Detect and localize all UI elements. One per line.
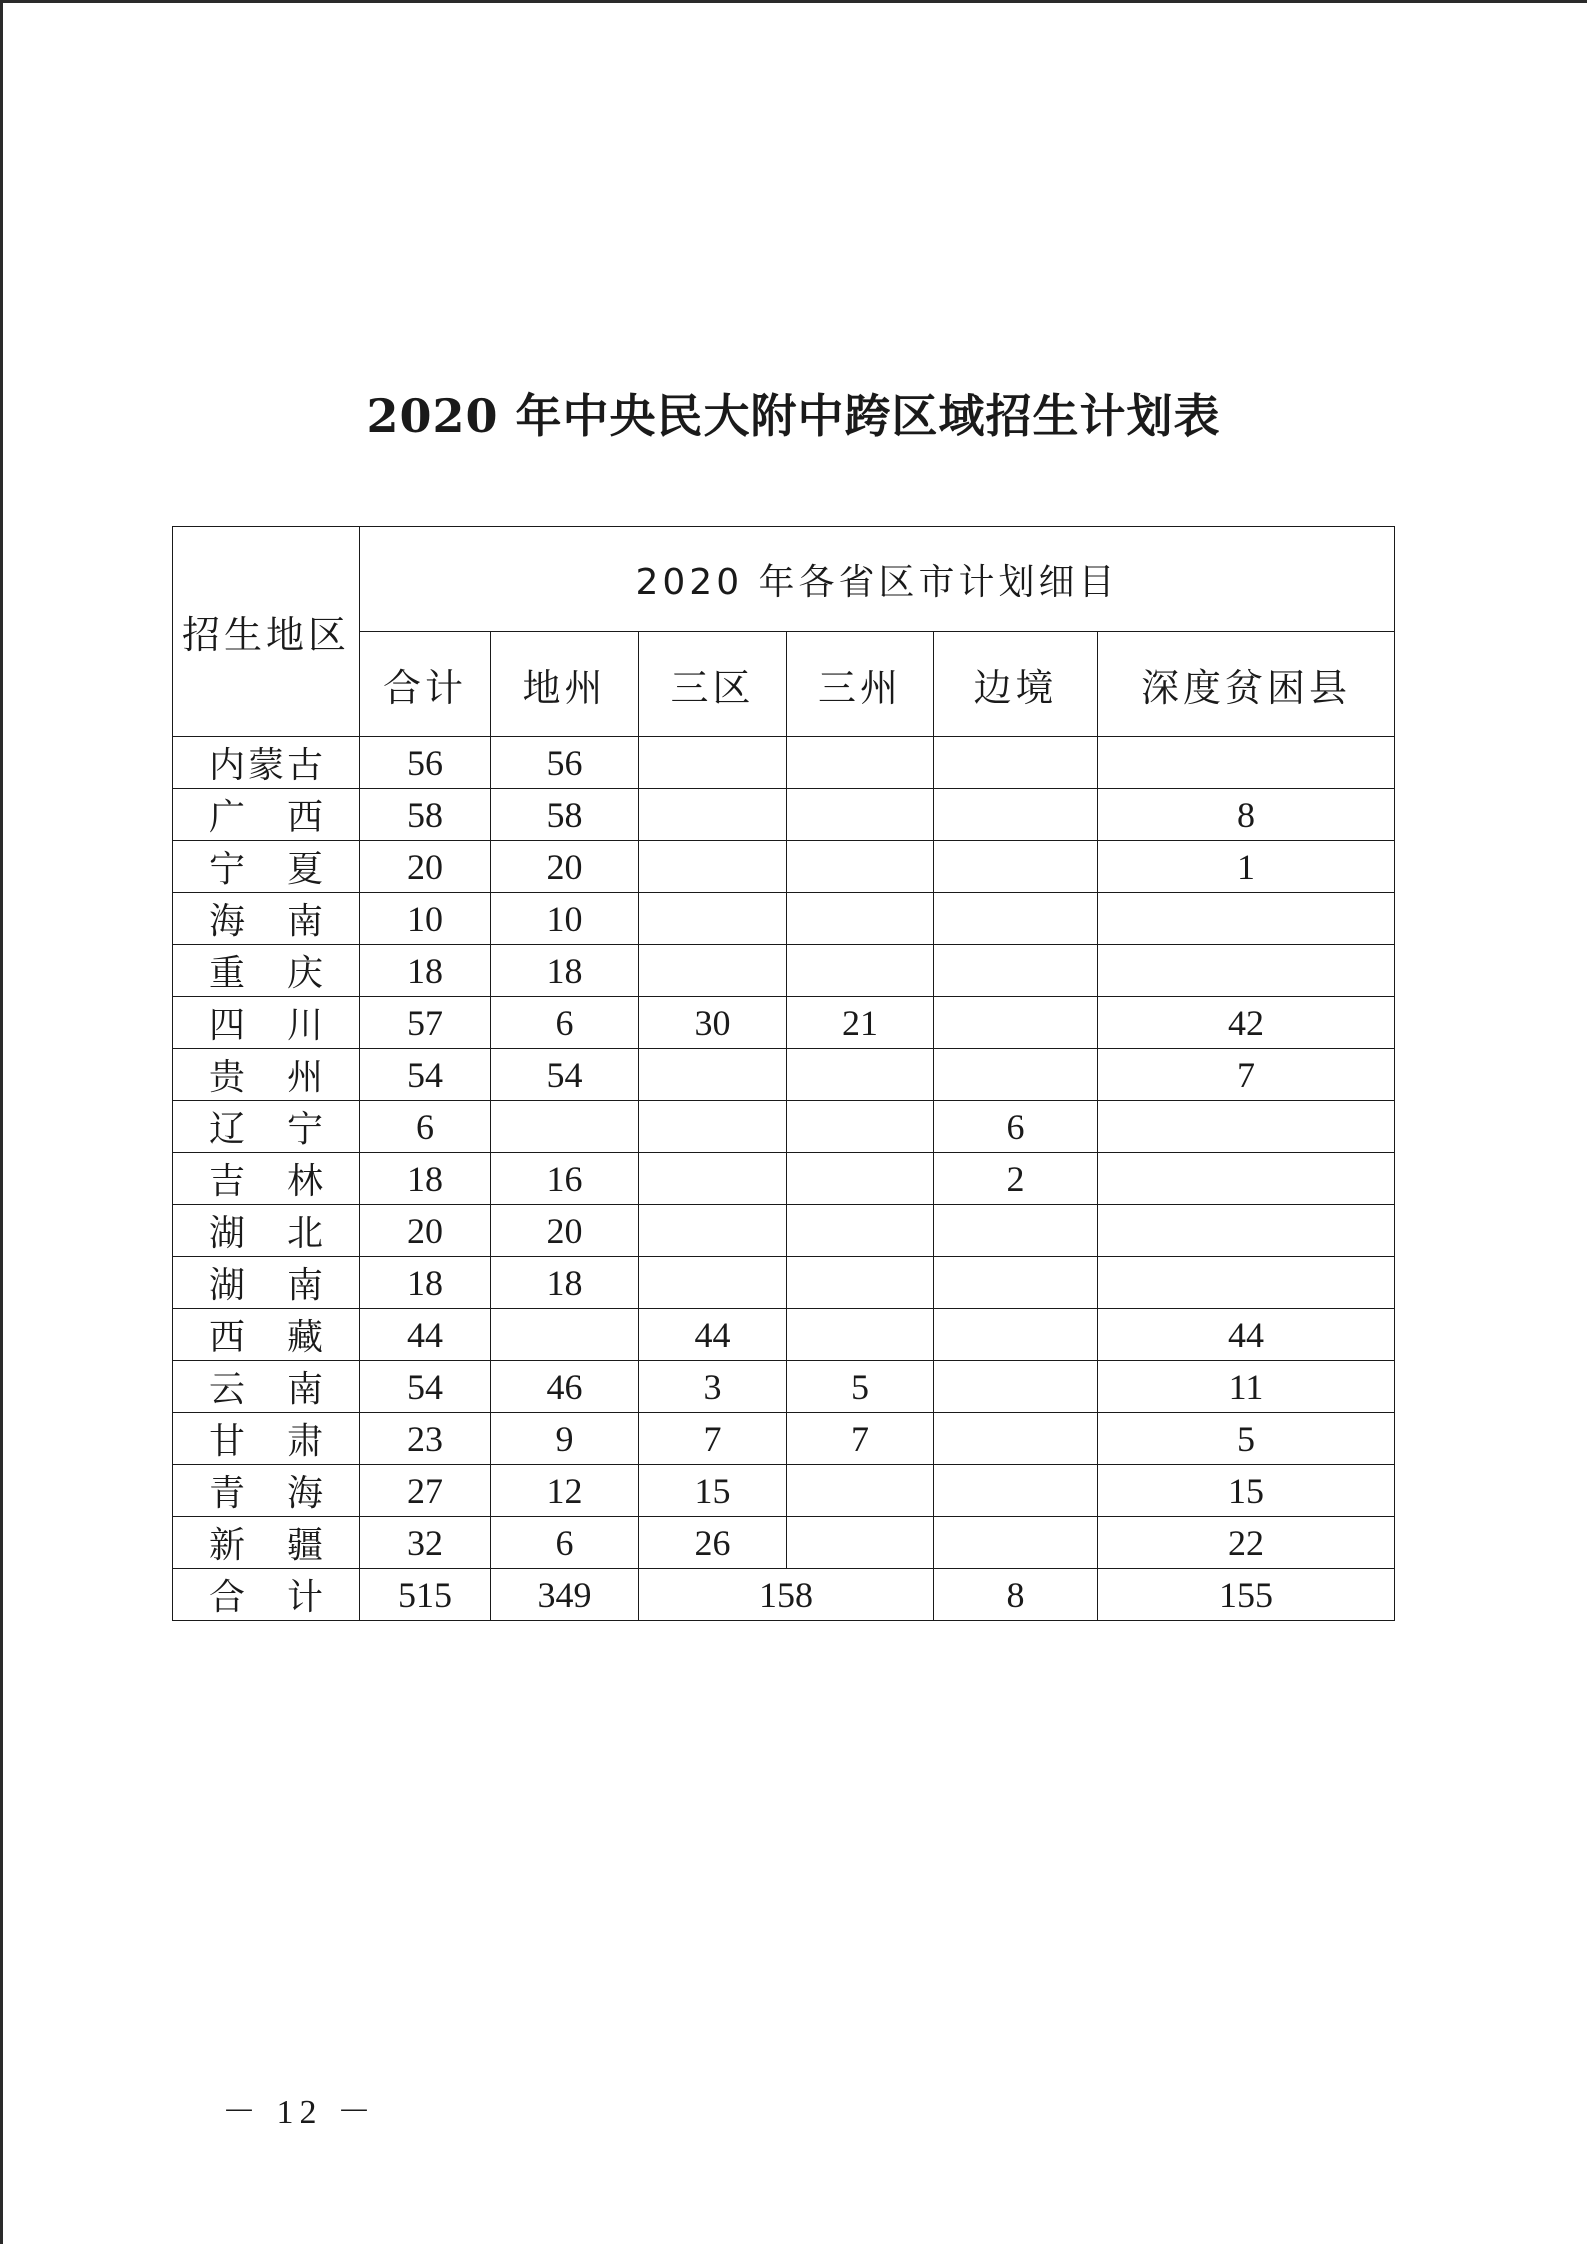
cell-deep-poverty-county: 11 [1098, 1361, 1395, 1413]
region-name-cell: 云 南 [173, 1361, 360, 1413]
table-total-body [173, 1569, 1395, 1621]
cell-dizhou: 10 [491, 893, 639, 945]
table-row [173, 1257, 1395, 1309]
cell-bianjing [934, 1205, 1098, 1257]
cell-dizhou [491, 1101, 639, 1153]
cell-sanzhou: 5 [787, 1361, 934, 1413]
table-header-row-group [173, 527, 1395, 632]
cell-bianjing [934, 1257, 1098, 1309]
total-row-total: 515 [360, 1569, 491, 1621]
cell-sanzhou: 7 [787, 1413, 934, 1465]
cell-bianjing [934, 1049, 1098, 1101]
document-title: 2020 年中央民大附中跨区域招生计划表 [366, 389, 1221, 443]
cell-deep-poverty-county [1098, 893, 1395, 945]
region-name-cell: 重 庆 [173, 945, 360, 997]
cell-bianjing [934, 737, 1098, 789]
cell-deep-poverty-county: 15 [1098, 1465, 1395, 1517]
table-row [173, 1465, 1395, 1517]
cell-sanzhou [787, 1101, 934, 1153]
cell-dizhou: 54 [491, 1049, 639, 1101]
cell-sanzhou [787, 737, 934, 789]
cell-sanzhou [787, 1049, 934, 1101]
cell-dizhou: 9 [491, 1413, 639, 1465]
table-total-row [173, 1569, 1395, 1621]
cell-bianjing [934, 1309, 1098, 1361]
cell-dizhou: 58 [491, 789, 639, 841]
cell-bianjing [934, 841, 1098, 893]
cell-sanzhou [787, 841, 934, 893]
cell-total: 56 [360, 737, 491, 789]
cell-sanqu: 15 [639, 1465, 787, 1517]
cell-sanqu: 7 [639, 1413, 787, 1465]
region-column-header: 招生地区 [173, 527, 360, 737]
cell-sanqu [639, 841, 787, 893]
column-header-sanzhou: 三州 [787, 632, 934, 737]
cell-bianjing: 6 [934, 1101, 1098, 1153]
region-name-cell: 西 藏 [173, 1309, 360, 1361]
cell-bianjing [934, 789, 1098, 841]
cell-sanzhou [787, 1517, 934, 1569]
cell-sanqu: 26 [639, 1517, 787, 1569]
region-name-cell: 辽 宁 [173, 1101, 360, 1153]
cell-deep-poverty-county: 44 [1098, 1309, 1395, 1361]
table-row [173, 1309, 1395, 1361]
region-name-cell: 四 川 [173, 997, 360, 1049]
cell-sanqu: 44 [639, 1309, 787, 1361]
cell-deep-poverty-county [1098, 737, 1395, 789]
region-name-cell: 湖 北 [173, 1205, 360, 1257]
cell-sanzhou [787, 1257, 934, 1309]
cell-sanqu [639, 1153, 787, 1205]
column-header-bianjing: 边境 [934, 632, 1098, 737]
cell-total: 57 [360, 997, 491, 1049]
cell-bianjing [934, 1361, 1098, 1413]
cell-deep-poverty-county: 8 [1098, 789, 1395, 841]
cell-sanzhou [787, 1309, 934, 1361]
cell-deep-poverty-county: 7 [1098, 1049, 1395, 1101]
cell-sanzhou [787, 1205, 934, 1257]
region-name-cell: 贵 州 [173, 1049, 360, 1101]
cell-total: 32 [360, 1517, 491, 1569]
table-row [173, 1517, 1395, 1569]
cell-dizhou [491, 1309, 639, 1361]
column-header-total: 合计 [360, 632, 491, 737]
region-name-cell: 新 疆 [173, 1517, 360, 1569]
cell-deep-poverty-county: 22 [1098, 1517, 1395, 1569]
cell-deep-poverty-county [1098, 1101, 1395, 1153]
cell-total: 44 [360, 1309, 491, 1361]
cell-dizhou: 12 [491, 1465, 639, 1517]
cell-bianjing [934, 1413, 1098, 1465]
table-row [173, 997, 1395, 1049]
table-body [173, 737, 1395, 1569]
cell-total: 27 [360, 1465, 491, 1517]
cell-sanqu: 30 [639, 997, 787, 1049]
cell-bianjing: 2 [934, 1153, 1098, 1205]
total-row-sanqu-sanzhou: 158 [639, 1569, 934, 1621]
cell-dizhou: 20 [491, 1205, 639, 1257]
cell-total: 58 [360, 789, 491, 841]
cell-bianjing [934, 945, 1098, 997]
total-row-bianjing: 8 [934, 1569, 1098, 1621]
total-row-deep-poverty-county: 155 [1098, 1569, 1395, 1621]
cell-sanqu [639, 893, 787, 945]
page-edge-left [0, 0, 3, 2244]
cell-sanzhou [787, 1465, 934, 1517]
cell-deep-poverty-county [1098, 1257, 1395, 1309]
cell-total: 18 [360, 945, 491, 997]
cell-total: 10 [360, 893, 491, 945]
cell-total: 23 [360, 1413, 491, 1465]
cell-sanzhou [787, 945, 934, 997]
cell-total: 20 [360, 841, 491, 893]
page-number: － 12 － [222, 2094, 377, 2131]
region-name-cell: 宁 夏 [173, 841, 360, 893]
cell-deep-poverty-county [1098, 1153, 1395, 1205]
cell-dizhou: 16 [491, 1153, 639, 1205]
table-row [173, 945, 1395, 997]
cell-sanzhou [787, 893, 934, 945]
cell-sanqu: 3 [639, 1361, 787, 1413]
cell-bianjing [934, 997, 1098, 1049]
cell-dizhou: 6 [491, 997, 639, 1049]
enrollment-plan-table [172, 526, 1395, 1621]
column-header-sanqu: 三区 [639, 632, 787, 737]
table-row [173, 1361, 1395, 1413]
region-name-cell: 海 南 [173, 893, 360, 945]
cell-dizhou: 6 [491, 1517, 639, 1569]
cell-deep-poverty-county [1098, 1205, 1395, 1257]
cell-sanqu [639, 737, 787, 789]
cell-sanqu [639, 1049, 787, 1101]
table-row [173, 737, 1395, 789]
cell-total: 6 [360, 1101, 491, 1153]
page-edge-top [0, 0, 1587, 3]
region-name-cell: 湖 南 [173, 1257, 360, 1309]
table-row [173, 1205, 1395, 1257]
cell-sanzhou [787, 789, 934, 841]
cell-deep-poverty-county: 42 [1098, 997, 1395, 1049]
column-header-dizhou: 地州 [491, 632, 639, 737]
cell-bianjing [934, 1517, 1098, 1569]
cell-total: 18 [360, 1153, 491, 1205]
cell-bianjing [934, 893, 1098, 945]
table-row [173, 893, 1395, 945]
cell-total: 20 [360, 1205, 491, 1257]
cell-sanqu [639, 1257, 787, 1309]
cell-sanqu [639, 1205, 787, 1257]
region-name-cell: 青 海 [173, 1465, 360, 1517]
cell-sanqu [639, 789, 787, 841]
cell-total: 54 [360, 1049, 491, 1101]
table-row [173, 1049, 1395, 1101]
region-name-cell: 甘 肃 [173, 1413, 360, 1465]
total-row-dizhou: 349 [491, 1569, 639, 1621]
total-row-label: 合 计 [173, 1569, 360, 1621]
cell-sanqu [639, 945, 787, 997]
cell-dizhou: 46 [491, 1361, 639, 1413]
region-name-cell: 吉 林 [173, 1153, 360, 1205]
cell-dizhou: 56 [491, 737, 639, 789]
table-row [173, 1101, 1395, 1153]
table-row [173, 841, 1395, 893]
cell-sanzhou: 21 [787, 997, 934, 1049]
cell-deep-poverty-county: 5 [1098, 1413, 1395, 1465]
region-name-cell: 广 西 [173, 789, 360, 841]
cell-total: 18 [360, 1257, 491, 1309]
column-header-deep-poverty-county: 深度贫困县 [1098, 632, 1395, 737]
cell-bianjing [934, 1465, 1098, 1517]
cell-dizhou: 20 [491, 841, 639, 893]
cell-dizhou: 18 [491, 945, 639, 997]
cell-deep-poverty-county: 1 [1098, 841, 1395, 893]
cell-dizhou: 18 [491, 1257, 639, 1309]
cell-sanqu [639, 1101, 787, 1153]
table-row [173, 789, 1395, 841]
table-row [173, 1153, 1395, 1205]
cell-deep-poverty-county [1098, 945, 1395, 997]
region-name-cell: 内蒙古 [173, 737, 360, 789]
table-row [173, 1413, 1395, 1465]
plan-detail-group-header: 2020 年各省区市计划细目 [360, 527, 1395, 632]
cell-total: 54 [360, 1361, 491, 1413]
cell-sanzhou [787, 1153, 934, 1205]
